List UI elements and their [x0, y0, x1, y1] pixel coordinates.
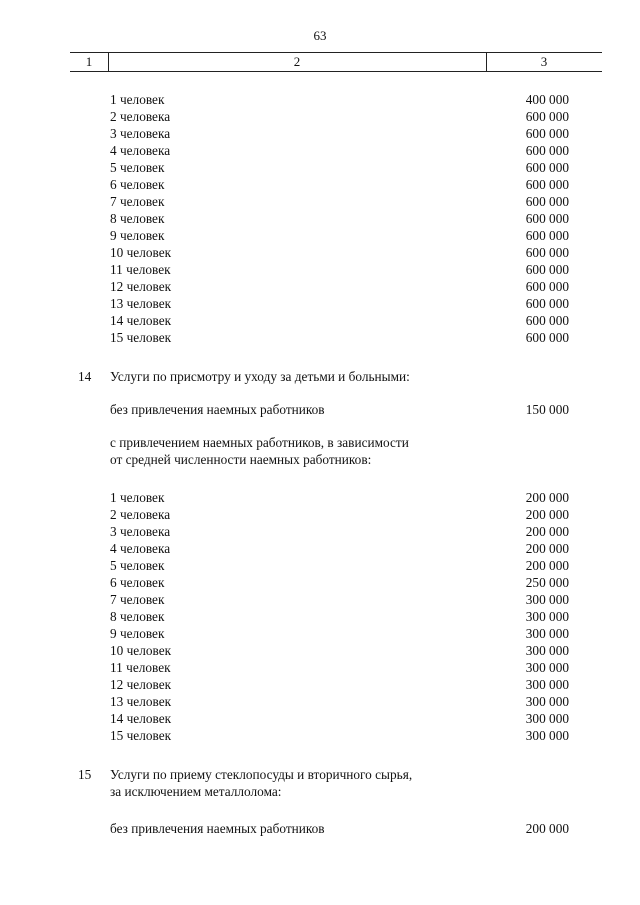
- table-row: [0, 591, 640, 608]
- row-label: без привлечения наемных работников: [110, 402, 325, 417]
- table-row: [0, 676, 640, 693]
- row-value: 600 000: [525, 245, 569, 260]
- row-label: 5 человек: [110, 160, 165, 175]
- table-row: [0, 608, 640, 625]
- row-value: 600 000: [525, 313, 569, 328]
- row-value: 300 000: [525, 711, 569, 726]
- row-label: 2 человека: [110, 109, 171, 124]
- table-row: [0, 766, 640, 783]
- table-row: [0, 540, 640, 557]
- row-value: 400 000: [525, 92, 569, 107]
- table-row: [0, 108, 640, 125]
- row-label: 2 человека: [110, 507, 171, 522]
- row-label: 11 человек: [110, 262, 171, 277]
- row-label: 9 человек: [110, 626, 165, 641]
- table-row: [0, 451, 640, 468]
- row-value: 600 000: [525, 143, 569, 158]
- row-label: 10 человек: [110, 643, 172, 658]
- row-value: 200 000: [525, 507, 569, 522]
- table-row: [0, 329, 640, 346]
- row-value: 300 000: [525, 677, 569, 692]
- row-value: 300 000: [525, 694, 569, 709]
- table-row: [0, 574, 640, 591]
- row-value: 600 000: [525, 228, 569, 243]
- table-row: [0, 710, 640, 727]
- row-value: 200 000: [525, 541, 569, 556]
- row-value: 300 000: [525, 626, 569, 641]
- table-row: [0, 727, 640, 744]
- table-row: [0, 489, 640, 506]
- row-label: 13 человек: [110, 296, 172, 311]
- row-label: 7 человек: [110, 194, 165, 209]
- row-label: 5 человек: [110, 558, 165, 573]
- row-label: 15 человек: [110, 728, 172, 743]
- row-value: 300 000: [525, 660, 569, 675]
- row-value: 200 000: [525, 821, 569, 836]
- row-label: Услуги по приему стеклопосуды и вторичного сырья,: [110, 767, 413, 782]
- row-label: 8 человек: [110, 211, 165, 226]
- table-row: [0, 368, 640, 385]
- row-value: 200 000: [525, 558, 569, 573]
- row-label: 10 человек: [110, 245, 172, 260]
- table-row: [0, 625, 640, 642]
- table-row: [0, 210, 640, 227]
- row-value: 600 000: [525, 296, 569, 311]
- table-row: [0, 557, 640, 574]
- row-label: 3 человека: [110, 126, 171, 141]
- row-value: 600 000: [525, 177, 569, 192]
- row-value: 600 000: [525, 330, 569, 345]
- row-label: за исключением металлолома:: [110, 784, 282, 799]
- row-label: 11 человек: [110, 660, 171, 675]
- row-label: без привлечения наемных работников: [110, 821, 325, 836]
- row-label: 14 человек: [110, 313, 172, 328]
- row-value: 300 000: [525, 609, 569, 624]
- row-label: 1 человек: [110, 490, 165, 505]
- table-row: [0, 176, 640, 193]
- row-value: 600 000: [525, 211, 569, 226]
- row-value: 300 000: [525, 643, 569, 658]
- row-label: 1 человек: [110, 92, 165, 107]
- table-row: [0, 820, 640, 837]
- row-label: 13 человек: [110, 694, 172, 709]
- table-row: [0, 434, 640, 451]
- table-row: [0, 401, 640, 418]
- header-col-2: 2: [293, 54, 301, 69]
- table-row: [0, 278, 640, 295]
- row-label: 12 человек: [110, 677, 172, 692]
- table-row: [0, 193, 640, 210]
- table-row: [0, 783, 640, 800]
- page-number: 63: [313, 28, 327, 43]
- row-value: 600 000: [525, 109, 569, 124]
- row-label: 8 человек: [110, 609, 165, 624]
- table-row: [0, 91, 640, 108]
- table-row: [0, 159, 640, 176]
- row-label: 9 человек: [110, 228, 165, 243]
- table-row: [0, 659, 640, 676]
- row-label: с привлечением наемных работников, в зависимости: [110, 435, 409, 450]
- table-row: [0, 693, 640, 710]
- row-label: 14 человек: [110, 711, 172, 726]
- row-value: 250 000: [525, 575, 569, 590]
- row-label: Услуги по присмотру и уходу за детьми и больными:: [110, 369, 410, 384]
- table-row: [0, 142, 640, 159]
- row-label: 6 человек: [110, 575, 165, 590]
- row-label: 15 человек: [110, 330, 172, 345]
- row-value: 300 000: [525, 592, 569, 607]
- table-row: [0, 244, 640, 261]
- row-value: 600 000: [525, 126, 569, 141]
- table-row: [0, 506, 640, 523]
- table-row: [0, 312, 640, 329]
- row-label: 6 человек: [110, 177, 165, 192]
- row-value: 600 000: [525, 262, 569, 277]
- row-label: 4 человека: [110, 541, 171, 556]
- row-label: 7 человек: [110, 592, 165, 607]
- row-value: 300 000: [525, 728, 569, 743]
- row-label: 4 человека: [110, 143, 171, 158]
- row-value: 200 000: [525, 490, 569, 505]
- header-col-3: 3: [540, 54, 548, 69]
- row-value: 600 000: [525, 160, 569, 175]
- row-label: от средней численности наемных работников:: [110, 452, 372, 467]
- table-header: [70, 52, 602, 72]
- row-value: 600 000: [525, 279, 569, 294]
- row-number: 14: [78, 369, 92, 384]
- table-row: [0, 523, 640, 540]
- row-value: 150 000: [525, 402, 569, 417]
- header-col-1: 1: [85, 54, 93, 69]
- table-row: [0, 227, 640, 244]
- row-number: 15: [78, 767, 92, 782]
- table-row: [0, 125, 640, 142]
- row-label: 12 человек: [110, 279, 172, 294]
- table-row: [0, 261, 640, 278]
- table-row: [0, 295, 640, 312]
- row-value: 600 000: [525, 194, 569, 209]
- row-label: 3 человека: [110, 524, 171, 539]
- table-row: [0, 642, 640, 659]
- row-value: 200 000: [525, 524, 569, 539]
